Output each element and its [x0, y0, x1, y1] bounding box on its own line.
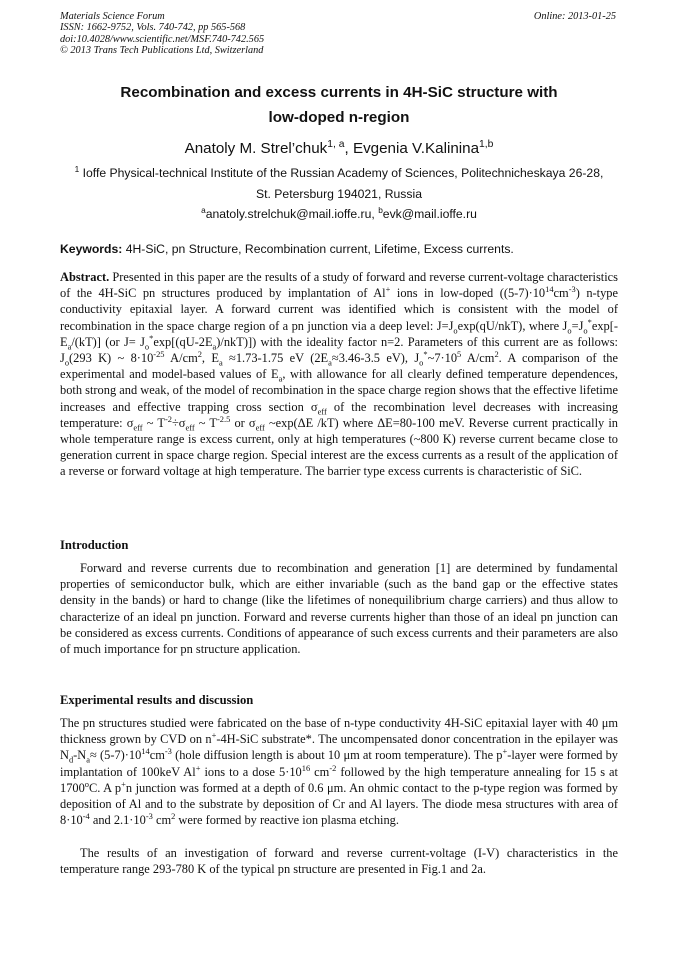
text-run: C. A p [89, 780, 122, 795]
text-run: exp[(qU-2E [153, 334, 213, 349]
author-affiliation-mark: 1,b [479, 138, 494, 150]
author-emails [60, 205, 618, 223]
introduction-paragraph: Forward and reverse currents due to recombination and generation [1] are determined by fundamental properties of semiconductor bulk, which are either invariable (such as the band gap or the effective states density in the bands) or hard to change (like the lifetimes of nonequilibrium charge carriers) and thus allow to characterize of an ideal pn junction. Forward and reverse currents higher than those of an ideal pn junction can be considered as excess currents. Conditions of appearance of such excess currents and their parameters are also of much importance for pn structure application. [60, 561, 618, 657]
text-run: cm [149, 748, 165, 763]
text-run: . A comparison of the experimental and model-based values of E [60, 351, 618, 382]
abstract-paragraph [60, 269, 618, 480]
superscript: * [149, 332, 154, 343]
superscript: 2 [494, 348, 499, 359]
text-run: The pn structures studied were fabricated on the base of n-type conductivity 4H-SiC epitaxial layer with 40 μm thickness grown by CVD on n [60, 716, 618, 747]
superscript: * [423, 348, 428, 359]
superscript: 14 [545, 284, 554, 295]
subscript: a [86, 754, 90, 765]
results-heading: Experimental results and discussion [60, 693, 254, 707]
superscript: 2 [197, 348, 202, 359]
text-run: ≈1.73-1.75 eV (2E [222, 351, 329, 366]
text-run: ≈3.46-3.5 eV), J [331, 351, 420, 366]
journal-copyright: © 2013 Trans Tech Publications Ltd, Switzerland [60, 45, 264, 57]
affiliation-line-1 [60, 163, 618, 184]
journal-issn: ISSN: 1662-9752, Vols. 740-742, pp 565-568 [60, 22, 246, 34]
subscript: o [567, 325, 572, 336]
subscript: a [278, 373, 283, 384]
email-mark: b [378, 204, 383, 215]
author-affiliation-mark: 1, a [327, 138, 345, 150]
text-run: -4H-SiC substrate*. The uncompensated donor concentration in the epilayer was N [60, 732, 618, 763]
email-link[interactable]: anatoly.strelchuk@mail.ioffe.ru [205, 207, 372, 221]
text-run: ÷σ [171, 415, 186, 430]
superscript: -3 [164, 746, 172, 757]
paper-title [60, 80, 618, 130]
text-run: Presented in this paper are the results of a study of forward and reverse current-voltage characteristics of the 4H-SiC pn structures produced by implantation of Al [60, 270, 618, 301]
results-paragraph-2: The results of an investigation of forward and reverse current-voltage (I-V) characteristics in the temperature range 293-780 K of the typical pn structure are presented in Fig.1 and 2a. [60, 846, 618, 877]
title-line-2: low-doped n-region [268, 109, 410, 126]
superscript: -2.5 [216, 413, 231, 424]
superscript: -4 [82, 811, 90, 822]
text-run: or σ [230, 415, 256, 430]
subscript: o [64, 357, 70, 368]
text-run: =J [571, 318, 584, 333]
text-run: of the recombination level decreases with increasing temperature: σ [60, 399, 618, 430]
results-paragraph [60, 715, 618, 828]
subscript: eff [185, 422, 195, 433]
subscript: a [218, 357, 223, 368]
journal-name: Materials Science Forum [60, 11, 165, 22]
superscript: + [121, 778, 126, 789]
text-run: )/nkT)]) with the ideality factor n=2. Parameters of this current are as follows: J [60, 334, 618, 366]
text-run: A/cm [461, 351, 495, 366]
superscript: 16 [301, 762, 311, 773]
affiliation-text: Ioffe Physical-technical Institute of the Russian Academy of Sciences, Politechnicheskaya 26-28, [79, 166, 604, 180]
subscript: eff [255, 422, 265, 433]
text-run: and 2.1·10 [89, 813, 146, 828]
text-run: , with allowance for all clearly defined temperature dependences, both strong and weak, of the model of recombination in the space charge region shows that the effective lifetime increases and effective trapping cross section σ [60, 367, 618, 414]
subscript: o [419, 357, 424, 368]
text-run: (hole diffusion length is about 10 μm at room temperature). The p [171, 748, 503, 763]
text-run: were formed by reactive ion plasma etching. [175, 813, 399, 828]
keywords [60, 240, 618, 258]
text-run: ions in low-doped ((5-7)·10 [390, 286, 546, 301]
subscript: a [328, 357, 332, 368]
text-run: ions to a dose 5·10 [200, 764, 302, 779]
superscript: + [385, 284, 391, 295]
author-name: Evgenia V.Kalinina [352, 140, 480, 157]
subscript: o [583, 325, 588, 336]
subscript: eff [317, 406, 327, 417]
keywords-label: Keywords: [60, 242, 123, 256]
online-date: Online: 2013-01-25 [533, 11, 616, 22]
abstract-label: Abstract. [60, 270, 110, 284]
superscript: -3 [568, 284, 576, 295]
affiliation-line-2: St. Petersburg 194021, Russia [256, 187, 422, 201]
affiliation [60, 163, 618, 205]
text-run: ~7·10 [427, 351, 458, 366]
text-run: cm [553, 286, 569, 301]
superscript: -3 [145, 811, 153, 822]
subscript: a [67, 341, 72, 352]
subscript: d [68, 754, 74, 765]
superscript: 14 [141, 746, 150, 757]
superscript: + [211, 730, 217, 741]
superscript: * [587, 316, 592, 327]
text-run: -layer were formed by implantation of 100keV Al [60, 748, 618, 779]
text-run: followed by the high temperature annealing for 15 s at 1700 [60, 764, 618, 795]
text-run: , E [201, 351, 219, 366]
journal-header [60, 11, 264, 57]
text-run: ≈ (5-7)·10 [90, 748, 142, 763]
text-run: (293 K) ~ 8·10 [69, 351, 154, 366]
superscript: 5 [457, 348, 462, 359]
email-separator: , [371, 207, 379, 221]
text-run: exp[-E [60, 318, 618, 349]
subscript: eff [133, 422, 143, 433]
superscript: 2 [171, 811, 176, 822]
subscript: o [144, 341, 150, 352]
text-run: ~exp(ΔE /kT) where ΔE=80-100 meV. Reverse current practically in whole temperature range is excess current, only at high temperatures (~800 K) reverse current became close to generation current in space charge region. Special interest are the excess currents as a result of the application of a reverse or forward voltage at high temperature. The barrier type excess currents is characteristic of SiC. [60, 415, 619, 479]
text-run: ~ T [142, 415, 165, 430]
journal-doi: doi:10.4028/www.scientific.net/MSF.740-742.565 [60, 33, 265, 45]
text-run: -N [73, 748, 87, 763]
text-run: ) n-type conductivity epitaxial layer. A forward current was identified which is consistent with the model of recombination in the space charge region of a pn junction via a deep level: J=J [60, 286, 618, 333]
email-mark: a [201, 204, 206, 215]
keywords-text: 4H-SiC, pn Structure, Recombination current, Lifetime, Excess currents. [122, 242, 514, 256]
author-name: Anatoly M. Strel’chuk [184, 140, 328, 157]
author-separator: , [344, 140, 353, 157]
superscript: -2 [164, 413, 172, 424]
superscript: o [84, 778, 89, 789]
text-run: A/cm [164, 351, 198, 366]
text-run: cm [152, 813, 172, 828]
text-run: exp(qU/nkT), where J [457, 318, 568, 333]
subscript: a [212, 341, 217, 352]
superscript: + [195, 762, 201, 773]
title-line-1: Recombination and excess currents in 4H-SiC structure with [120, 84, 558, 101]
superscript: -25 [153, 348, 165, 359]
superscript: + [502, 746, 508, 757]
text-run: ~ T [194, 415, 217, 430]
text-run: cm [310, 764, 330, 779]
introduction-heading: Introduction [60, 538, 129, 552]
superscript: -2 [329, 762, 337, 773]
affiliation-mark: 1 [74, 163, 80, 174]
text-run: /(kT)] (or J= J [71, 334, 145, 349]
email-link[interactable]: evk@mail.ioffe.ru [382, 207, 477, 221]
text-run: n junction was formed at a depth of 0.6 μm. An ohmic contact to the p-type region was formed by deposition of Al and to the substrate by deposition of Cr and Al layers. The diode mesa structures with area of 8·10 [60, 780, 618, 828]
author-list [60, 139, 618, 159]
subscript: o [453, 325, 458, 336]
